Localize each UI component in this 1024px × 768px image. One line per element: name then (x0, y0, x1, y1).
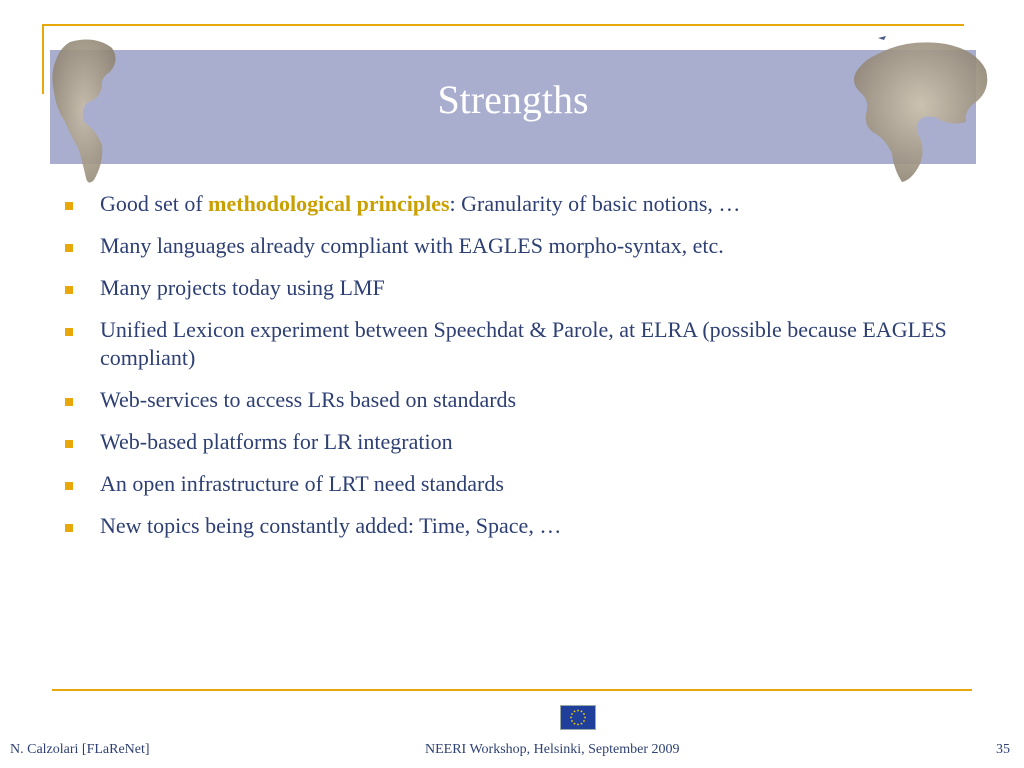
bullet-item (60, 316, 960, 372)
footer-event: NEERI Workshop, Helsinki, September 2009 (425, 742, 680, 757)
bullet-text: Unified Lexicon experiment between Speechdat & Parole, at ELRA (possible because EAGLES compliant) (100, 317, 947, 370)
footer-divider (52, 689, 972, 691)
bullet-item (60, 386, 960, 414)
bullet-item (60, 274, 960, 302)
bullet-text: Web-services to access LRs based on standards (100, 387, 517, 412)
bullet-item (60, 512, 960, 540)
bullet-item (60, 428, 960, 456)
bullet-text: Many projects today using LMF (100, 275, 385, 300)
bullet-text: Many languages already compliant with EAGLES morpho-syntax, etc. (100, 233, 724, 258)
footer-author: N. Calzolari [FLaReNet] (10, 742, 150, 757)
bullet-item (60, 470, 960, 498)
bullet-text: New topics being constantly added: Time, Space, … (100, 513, 562, 538)
square-bullet-icon (65, 398, 73, 406)
bullet-list (60, 190, 960, 554)
square-bullet-icon (65, 328, 73, 336)
bullet-text: Web-based platforms for LR integration (100, 429, 453, 454)
page-number: 35 (996, 742, 1010, 757)
square-bullet-icon (65, 440, 73, 448)
bullet-item (60, 190, 960, 218)
bullet-text: An open infrastructure of LRT need standards (100, 471, 504, 496)
square-bullet-icon (65, 524, 73, 532)
square-bullet-icon (65, 286, 73, 294)
bullet-text-post: : Granularity of basic notions, … (449, 191, 741, 216)
square-bullet-icon (65, 202, 73, 210)
slide-title: Strengths (437, 77, 589, 122)
bullet-text-highlight: methodological principles (208, 191, 450, 216)
bullet-text-pre: Good set of (100, 191, 209, 216)
square-bullet-icon (65, 482, 73, 490)
eu-flag-icon (561, 706, 595, 729)
frame-top-line (42, 24, 964, 26)
square-bullet-icon (65, 244, 73, 252)
bullet-item (60, 232, 960, 260)
